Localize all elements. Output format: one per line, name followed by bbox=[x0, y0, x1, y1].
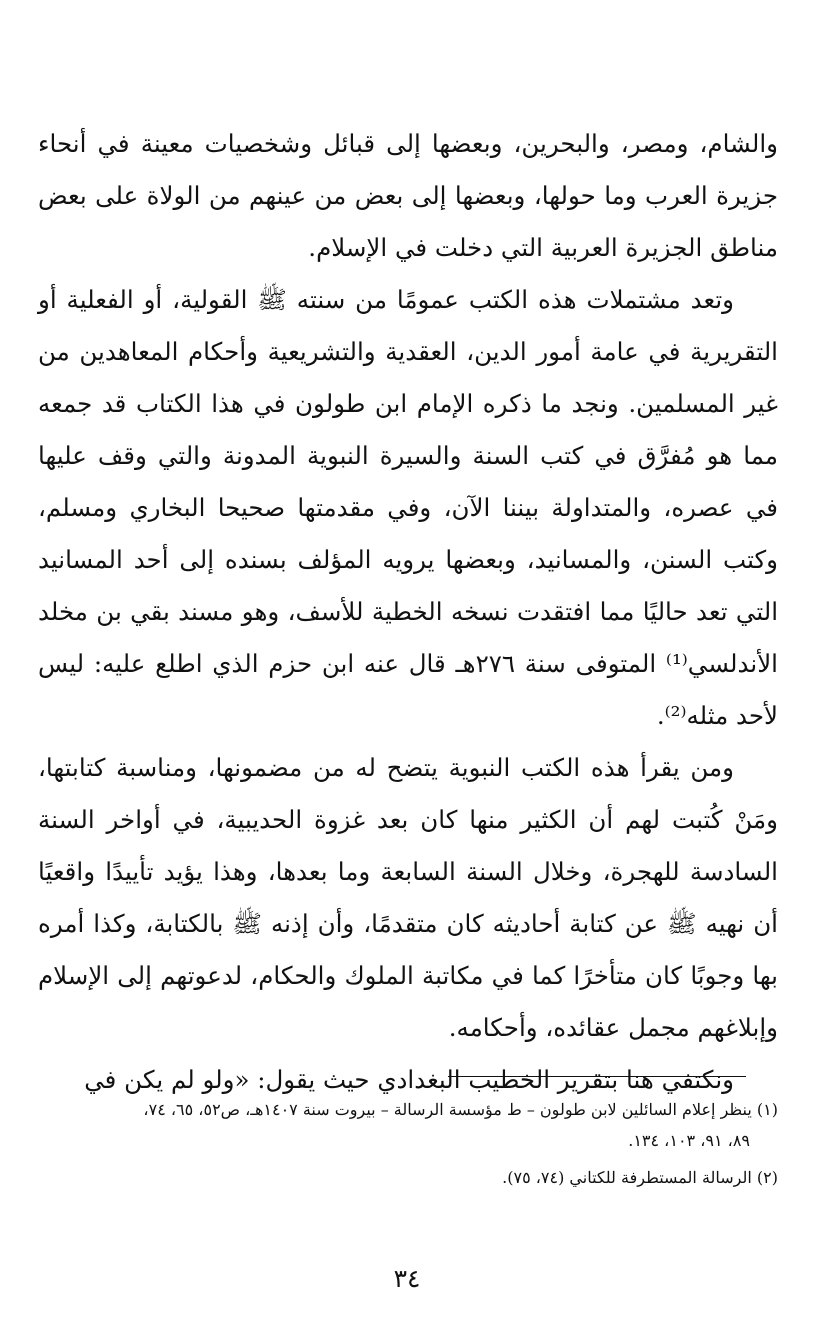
footnote-1 bbox=[38, 1094, 778, 1156]
footnote-1-line-2: ٨٩، ٩١، ١٠٣، ١٣٤. bbox=[628, 1131, 750, 1150]
footnote-divider bbox=[448, 1076, 746, 1077]
page-number: ٣٤ bbox=[393, 1264, 421, 1293]
footnote-2 bbox=[38, 1162, 778, 1193]
paragraph-3: ومن يقرأ هذه الكتب النبوية يتضح له من مضمونها، ومناسبة كتابتها، ومَنْ كُتبت لهم أن الكثير منها كان بعد غزوة الحديبية، في أواخر السنة السادسة للهجرة، وخلال السنة السابعة وما بعدها، وهذا يؤيد تأييدًا واقعيًا أن نهيه ﷺ عن كتابة أحاديثه كان متقدمًا، وأن إذنه ﷺ بالكتابة، وكذا أمره بها وجوبًا كان متأخرًا كما في مكاتبة الملوك والحكام، لدعوتهم إلى الإسلام وإبلاغهم مجمل عقائده، وأحكامه. bbox=[38, 753, 778, 1042]
footnotes bbox=[38, 1094, 778, 1199]
paragraph-4: ونكتفي هنا بتقرير الخطيب البغدادي حيث يقول: «ولو لم يكن في bbox=[84, 1065, 734, 1094]
paragraph-1: والشام، ومصر، والبحرين، وبعضها إلى قبائل وشخصيات معينة في أنحاء جزيرة العرب وما حولها، وبعضها إلى بعض من عينهم من الولاة على بعض مناطق الجزيرة العربية التي دخلت في الإسلام. bbox=[38, 129, 778, 262]
footnote-1-line-1: (١) ينظر إعلام السائلين لابن طولون – ط مؤسسة الرسالة – بيروت سنة ١٤٠٧هـ، ص٥٢، ٦٥، ٧٤، bbox=[143, 1100, 778, 1119]
footnote-2-line-1: (٢) الرسالة المستطرفة للكتاني (٧٤، ٧٥). bbox=[502, 1168, 778, 1187]
main-text bbox=[38, 118, 778, 1106]
paragraph-2: وتعد مشتملات هذه الكتب عمومًا من سنته ﷺ القولية، أو الفعلية أو التقريرية في عامة أمور الدين، العقدية والتشريعية وأحكام المعاهدين من غير المسلمين. ونجد ما ذكره الإمام ابن طولون في هذا الكتاب قد جمعه مما هو مُفرَّق في كتب السنة والسيرة النبوية المدونة والتي وقف عليها في عصره، والمتداولة بيننا الآن، وفي مقدمتها صحيحا البخاري ومسلم، وكتب السنن، والمسانيد، وبعضها يرويه المؤلف بسنده إلى أحد المسانيد التي تعد حاليًا مما افتقدت نسخه الخطية للأسف، وهو مسند بقي بن مخلد الأندلسي⁽¹⁾ المتوفى سنة ٢٧٦هـ قال عنه ابن حزم الذي اطلع عليه: ليس لأحد مثله⁽²⁾. bbox=[38, 285, 778, 730]
